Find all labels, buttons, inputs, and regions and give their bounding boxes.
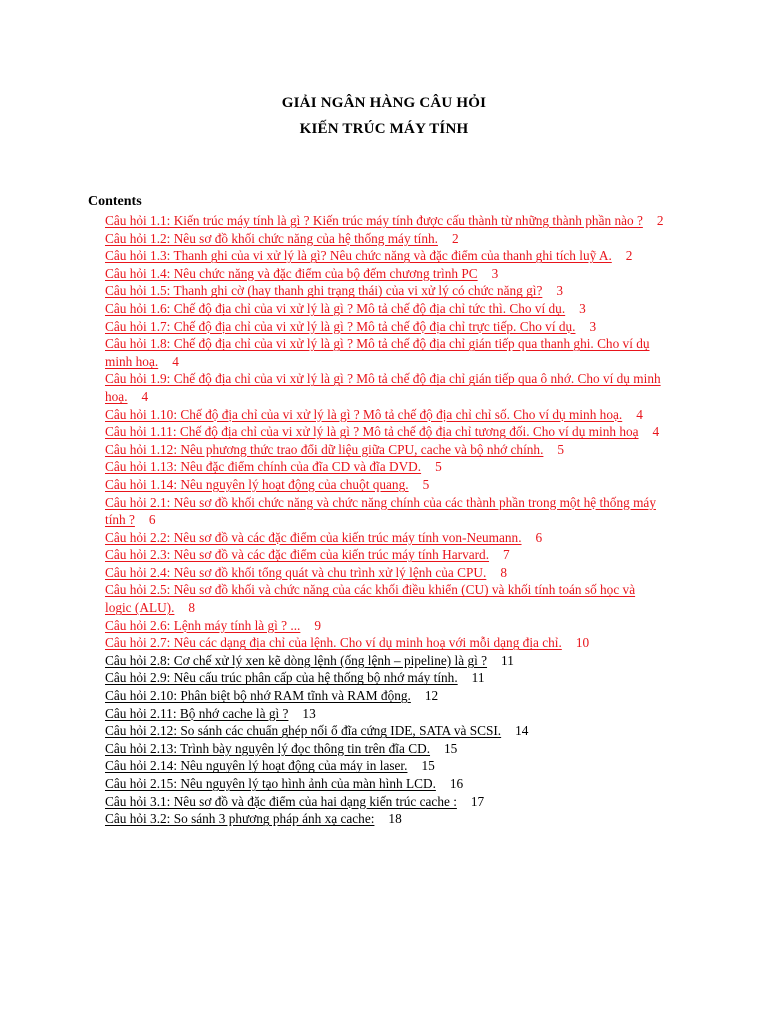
toc-entry[interactable]: [105, 212, 665, 230]
toc-entry-page-number: 18: [388, 811, 402, 827]
toc-entry-page-number: 16: [449, 776, 464, 791]
toc-entry-page-number: 4: [652, 424, 660, 440]
toc-entry-text: Câu hỏi 2.15: Nêu nguyên lý tạo hình ảnh của màn hình LCD.: [105, 776, 436, 791]
toc-entry-page-number: 8: [188, 600, 196, 616]
toc-entry-text: Câu hỏi 2.1: Nêu sơ đồ khối chức năng và chức năng chính của các thành phần trong một hệ thống máy tính ?: [105, 494, 656, 528]
toc-entry[interactable]: [105, 775, 665, 793]
toc-entry-page-number: 2: [656, 213, 664, 228]
toc-entry-text: Câu hỏi 2.10: Phân biệt bộ nhớ RAM tĩnh và RAM động.: [105, 688, 411, 704]
toc-entry-page-number: 3: [589, 318, 597, 334]
toc-entry[interactable]: [105, 406, 665, 424]
toc-entry[interactable]: [105, 282, 665, 300]
toc-entry-text: Câu hỏi 2.8: Cơ chế xử lý xen kẽ dòng lệnh (ống lệnh – pipeline) là gì ?: [105, 652, 488, 668]
toc-entry-page-number: 15: [421, 758, 435, 774]
toc-entry-page-number: 5: [557, 441, 565, 457]
toc-entry-page-number: 14: [515, 723, 529, 739]
toc-entry-page-number: 3: [491, 265, 499, 281]
toc-entry[interactable]: [105, 458, 665, 476]
toc-entry-page-number: 5: [435, 459, 442, 475]
toc-entry-text: Câu hỏi 2.6: Lệnh máy tính là gì ? ...: [105, 617, 301, 633]
toc-entry-page-number: 2: [625, 248, 633, 264]
toc-entry-page-number: 13: [302, 705, 316, 721]
toc-entry[interactable]: [105, 529, 665, 547]
toc-entry-text: Câu hỏi 2.11: Bộ nhớ cache là gì ?: [105, 705, 289, 721]
toc-entry-page-number: 2: [451, 230, 459, 246]
toc-entry[interactable]: [105, 617, 665, 635]
toc-entry-page-number: 4: [172, 353, 179, 369]
toc-entry-page-number: 4: [636, 406, 643, 422]
toc-entry[interactable]: [105, 476, 665, 494]
toc-entry-text: Câu hỏi 2.7: Nêu các dạng địa chỉ của lệnh. Cho ví dụ minh hoạ với mỗi dạng địa chỉ.: [105, 635, 562, 651]
toc-entry-page-number: 4: [141, 388, 149, 404]
toc-entry-page-number: 7: [503, 547, 510, 563]
toc-entry-page-number: 3: [579, 300, 586, 316]
toc-entry[interactable]: [105, 581, 665, 616]
toc-entry[interactable]: [105, 564, 665, 582]
toc-entry-page-number: 17: [470, 793, 485, 809]
toc-entry-text: Câu hỏi 3.1: Nêu sơ đồ và đặc điểm của hai dạng kiến trúc cache :: [105, 793, 457, 809]
toc-entry-text: Câu hỏi 1.1: Kiến trúc máy tính là gì ? Kiến trúc máy tính được cấu thành từ những thành phần nào ?: [105, 213, 643, 228]
toc-entry[interactable]: [105, 265, 665, 283]
toc-entry-text: Câu hỏi 1.3: Thanh ghi của vi xử lý là gì? Nêu chức năng và đặc điểm của thanh ghi tích luỹ A.: [105, 248, 612, 264]
toc-entry-page-number: 9: [314, 617, 322, 633]
contents-heading: Contents: [88, 194, 142, 209]
toc-entry-page-number: 3: [556, 283, 564, 299]
toc-entry[interactable]: [105, 705, 665, 723]
toc-entry-text: Câu hỏi 1.13: Nêu đặc điểm chính của đĩa CD và đĩa DVD.: [105, 459, 422, 475]
toc-entry-text: Câu hỏi 1.2: Nêu sơ đồ khối chức năng của hệ thống máy tính.: [105, 230, 438, 246]
toc-entry-page-number: 10: [575, 635, 590, 651]
toc-entry-text: Câu hỏi 1.9: Chế độ địa chỉ của vi xử lý là gì ? Mô tả chế độ địa chỉ gián tiếp qua ô nhớ. Cho ví dụ minh hoạ.: [105, 371, 661, 404]
toc-entry[interactable]: [105, 423, 665, 441]
toc-entry[interactable]: [105, 722, 665, 740]
toc-entry[interactable]: [105, 669, 665, 687]
toc-entry-text: Câu hỏi 1.10: Chế độ địa chỉ của vi xử lý là gì ? Mô tả chế độ địa chỉ chỉ số. Cho ví dụ minh hoạ.: [105, 406, 623, 422]
toc-entry[interactable]: [105, 546, 665, 564]
toc-entry-page-number: 6: [535, 529, 543, 545]
toc-entry[interactable]: [105, 740, 665, 758]
document-subtitle: KIẾN TRÚC MÁY TÍNH: [299, 121, 469, 137]
toc-entry-page-number: 6: [148, 512, 156, 528]
toc-entry[interactable]: [105, 652, 665, 670]
toc-entry-text: Câu hỏi 2.2: Nêu sơ đồ và các đặc điểm của kiến trúc máy tính von-Neumann.: [105, 529, 522, 545]
toc-entry[interactable]: [105, 300, 665, 318]
toc-entry-text: Câu hỏi 2.9: Nêu cấu trúc phân cấp của hệ thống bộ nhớ máy tính.: [105, 670, 458, 686]
toc-entry-text: Câu hỏi 2.3: Nêu sơ đồ và các đặc điểm của kiến trúc máy tính Harvard.: [105, 547, 490, 563]
toc-entry[interactable]: [105, 793, 665, 811]
toc-entry[interactable]: [105, 757, 665, 775]
toc-entry-text: Câu hỏi 2.12: So sánh các chuẩn ghép nối ổ đĩa cứng IDE, SATA và SCSI.: [105, 723, 502, 739]
toc-entry[interactable]: [105, 810, 665, 828]
toc-entry-page-number: 5: [422, 476, 430, 492]
toc-entry-text: Câu hỏi 2.13: Trình bày nguyên lý đọc thông tin trên đĩa CD.: [105, 740, 431, 756]
toc-entry-text: Câu hỏi 2.14: Nêu nguyên lý hoạt động của máy in laser.: [105, 758, 408, 774]
toc-entry-text: Câu hỏi 2.4: Nêu sơ đồ khối tổng quát và chu trình xử lý lệnh của CPU.: [105, 564, 487, 580]
toc-entry[interactable]: [105, 318, 665, 336]
toc-entry-page-number: 8: [500, 564, 507, 580]
toc-entry[interactable]: [105, 494, 665, 529]
toc-entry-page-number: 11: [471, 670, 485, 686]
toc-entry-page-number: 11: [501, 652, 514, 668]
toc-entry[interactable]: [105, 441, 665, 459]
table-of-contents: [105, 212, 665, 828]
toc-entry[interactable]: [105, 634, 665, 652]
toc-entry-text: Câu hỏi 3.2: So sánh 3 phương pháp ánh xạ cache:: [105, 811, 375, 827]
toc-entry-page-number: 12: [424, 688, 439, 704]
toc-entry[interactable]: [105, 230, 665, 248]
toc-entry-text: Câu hỏi 1.8: Chế độ địa chỉ của vi xử lý là gì ? Mô tả chế độ địa chỉ gián tiếp qua thanh ghi. Cho ví dụ minh hoạ.: [105, 336, 650, 369]
document-title: GIẢI NGÂN HÀNG CÂU HỎI: [281, 95, 487, 111]
toc-entry-text: Câu hỏi 1.7: Chế độ địa chỉ của vi xử lý là gì ? Mô tả chế độ địa chỉ trực tiếp. Cho ví dụ.: [105, 318, 576, 334]
toc-entry-text: Câu hỏi 1.5: Thanh ghi cờ (hay thanh ghi trạng thái) của vi xử lý có chức năng gì?: [105, 283, 543, 299]
toc-entry-text: Câu hỏi 1.14: Nêu nguyên lý hoạt động của chuột quang.: [105, 476, 409, 492]
toc-entry-text: Câu hỏi 1.12: Nêu phương thức trao đổi dữ liệu giữa CPU, cache và bộ nhớ chính.: [105, 441, 544, 457]
toc-entry-page-number: 15: [444, 740, 458, 756]
toc-entry[interactable]: [105, 247, 665, 265]
toc-entry-text: Câu hỏi 1.4: Nêu chức năng và đặc điểm của bộ đếm chương trình PC: [105, 265, 478, 281]
toc-entry[interactable]: [105, 335, 665, 370]
toc-entry[interactable]: [105, 687, 665, 705]
toc-entry-text: Câu hỏi 1.11: Chế độ địa chỉ của vi xử lý là gì ? Mô tả chế độ địa chỉ tương đối. Cho ví dụ minh hoạ: [105, 424, 639, 440]
toc-entry[interactable]: [105, 370, 665, 405]
toc-entry-text: Câu hỏi 2.5: Nêu sơ đồ khối và chức năng của các khối điều khiển (CU) và khối tính toán số học và logic (ALU).: [105, 582, 636, 616]
toc-entry-text: Câu hỏi 1.6: Chế độ địa chỉ của vi xử lý là gì ? Mô tả chế độ địa chỉ tức thì. Cho ví dụ.: [105, 300, 566, 316]
